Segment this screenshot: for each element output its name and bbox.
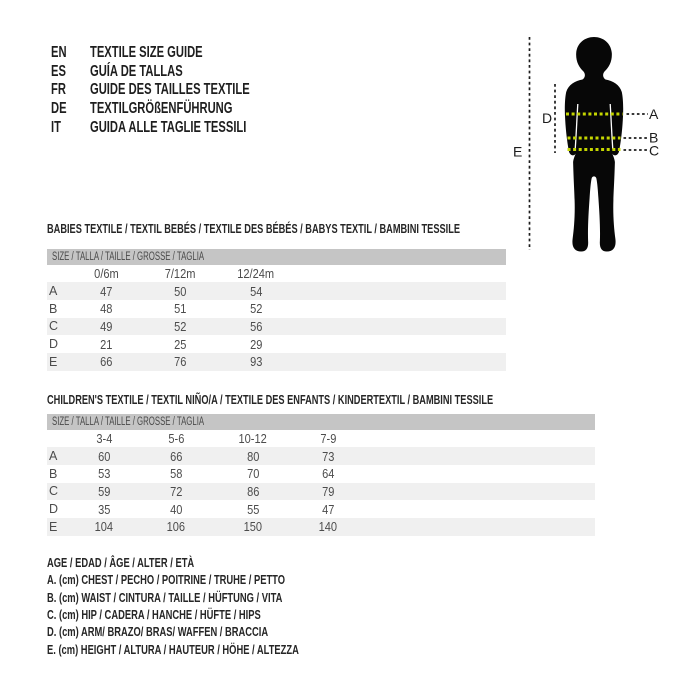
language-row-it bbox=[51, 118, 318, 137]
cell-value: 76 bbox=[174, 354, 187, 370]
table-cell bbox=[218, 354, 294, 369]
table-cell bbox=[143, 301, 218, 316]
table-row bbox=[47, 518, 595, 536]
table-cell bbox=[293, 519, 363, 534]
cell-value: 104 bbox=[94, 519, 114, 535]
language-label-text: GUÍA DE TALLAS bbox=[90, 62, 183, 80]
cell-value: 80 bbox=[246, 448, 260, 464]
legend-text: E. (cm) HEIGHT / ALTURA / HAUTEUR / HÖHE / ALTEZZA bbox=[47, 641, 299, 657]
table-cell bbox=[293, 484, 363, 499]
column-header-text: 7-9 bbox=[320, 430, 336, 446]
row-label: A bbox=[49, 449, 58, 464]
column-header bbox=[213, 431, 293, 446]
cell-value: 47 bbox=[99, 283, 113, 299]
table-cell bbox=[293, 449, 363, 464]
table-cell bbox=[143, 337, 218, 352]
language-label-text: TEXTILE SIZE GUIDE bbox=[90, 44, 203, 62]
cell-value: 70 bbox=[246, 466, 260, 482]
column-header bbox=[69, 431, 139, 446]
table-cell bbox=[293, 502, 363, 517]
language-label bbox=[90, 44, 251, 62]
children-section-title bbox=[47, 392, 675, 407]
babies-size-table bbox=[47, 249, 506, 371]
cell-value: 60 bbox=[97, 448, 111, 464]
table-cell bbox=[139, 484, 213, 499]
language-code bbox=[51, 81, 90, 99]
table-cell bbox=[213, 484, 293, 499]
babies-column-header-row bbox=[47, 265, 506, 283]
cell-value: 73 bbox=[321, 448, 335, 464]
table-cell bbox=[218, 337, 294, 352]
row-label: D bbox=[49, 502, 59, 517]
cell-value: 55 bbox=[246, 501, 260, 517]
column-header bbox=[139, 431, 213, 446]
table-cell bbox=[139, 449, 213, 464]
table-cell bbox=[213, 519, 293, 534]
row-label: C bbox=[49, 484, 59, 499]
language-label bbox=[90, 81, 318, 99]
figure-label-b: B bbox=[649, 129, 659, 146]
children-size-header-text: SIZE / TALLA / TAILLE / GRÖSSE / TAGLIA bbox=[52, 415, 205, 428]
language-label bbox=[90, 100, 294, 118]
table-row bbox=[47, 500, 595, 518]
table-row bbox=[47, 465, 595, 483]
table-row bbox=[47, 353, 506, 371]
language-label bbox=[90, 63, 222, 81]
measurement-legend bbox=[47, 554, 397, 658]
table-row bbox=[47, 300, 506, 318]
children-size-header-bar bbox=[47, 414, 595, 430]
table-cell bbox=[69, 449, 139, 464]
cell-value: 64 bbox=[321, 466, 335, 482]
table-cell bbox=[213, 466, 293, 481]
language-label-text: GUIDE DES TAILLES TEXTILE bbox=[90, 81, 250, 99]
language-code-text: EN bbox=[51, 44, 67, 62]
cell-value: 72 bbox=[169, 483, 183, 499]
table-cell bbox=[143, 319, 218, 334]
figure-label-c: C bbox=[649, 142, 660, 159]
table-cell bbox=[69, 519, 139, 534]
cell-value: 79 bbox=[321, 483, 335, 499]
row-label: E bbox=[49, 354, 58, 369]
table-cell bbox=[213, 449, 293, 464]
cell-value: 48 bbox=[99, 301, 113, 317]
language-code bbox=[51, 44, 90, 62]
children-size-table bbox=[47, 414, 595, 536]
table-row bbox=[47, 318, 506, 336]
language-label bbox=[90, 119, 313, 137]
children-column-header-row bbox=[47, 430, 595, 448]
legend-text: B. (cm) WAIST / CINTURA / TAILLE / HÜFTUNG / VITA bbox=[47, 589, 283, 605]
language-code-text: IT bbox=[51, 118, 61, 136]
table-cell bbox=[293, 466, 363, 481]
table-cell bbox=[69, 466, 139, 481]
table-cell bbox=[218, 284, 294, 299]
language-row-es bbox=[51, 63, 318, 82]
table-row bbox=[47, 335, 506, 353]
column-header-text: 3-4 bbox=[96, 430, 112, 446]
table-cell bbox=[69, 301, 143, 316]
cell-value: 54 bbox=[249, 283, 263, 299]
cell-value: 59 bbox=[97, 483, 111, 499]
column-header-text: 0/6m bbox=[93, 265, 119, 281]
figure-label-d: D bbox=[542, 110, 553, 126]
babies-section-title-text: BABIES TEXTILE / TEXTIL BEBÉS / TEXTILE DES BÉBÉS / BABYS TEXTIL / BAMBINI TESSILE bbox=[47, 221, 461, 236]
table-cell bbox=[69, 484, 139, 499]
legend-line-waist bbox=[47, 589, 397, 606]
cell-value: 58 bbox=[169, 466, 183, 482]
column-header bbox=[143, 266, 218, 281]
legend-text: AGE / EDAD / ÂGE / ALTER / ETÀ bbox=[47, 555, 195, 571]
table-cell bbox=[143, 284, 218, 299]
table-cell bbox=[139, 502, 213, 517]
babies-size-header-text: SIZE / TALLA / TAILLE / GRÖSSE / TAGLIA bbox=[52, 250, 205, 263]
row-label: C bbox=[49, 319, 59, 334]
cell-value: 50 bbox=[174, 283, 187, 299]
table-cell bbox=[69, 284, 143, 299]
cell-value: 51 bbox=[174, 301, 187, 317]
cell-value: 40 bbox=[169, 501, 183, 517]
language-code bbox=[51, 119, 90, 137]
column-header-text: 10-12 bbox=[238, 430, 268, 446]
cell-value: 21 bbox=[99, 336, 113, 352]
table-cell bbox=[213, 502, 293, 517]
legend-line-height bbox=[47, 640, 397, 657]
row-label: B bbox=[49, 301, 58, 316]
language-label-text: TEXTILGRÖßENFÜHRUNG bbox=[90, 100, 233, 118]
table-cell bbox=[69, 354, 143, 369]
language-code-text: DE bbox=[51, 100, 67, 118]
babies-size-header-bar bbox=[47, 249, 506, 265]
cell-value: 93 bbox=[249, 354, 263, 370]
table-cell bbox=[143, 354, 218, 369]
column-header-text: 7/12m bbox=[165, 265, 196, 281]
column-header bbox=[218, 266, 294, 281]
row-label: E bbox=[49, 519, 58, 534]
column-header-text: 12/24m bbox=[237, 265, 275, 281]
legend-line-chest bbox=[47, 571, 397, 588]
cell-value: 47 bbox=[321, 501, 335, 517]
legend-text: D. (cm) ARM/ BRAZO/ BRAS/ WAFFEN / BRACCIA bbox=[47, 624, 269, 640]
cell-value: 66 bbox=[169, 448, 183, 464]
language-row-en bbox=[51, 44, 318, 63]
language-code bbox=[51, 63, 90, 81]
language-list bbox=[51, 44, 318, 137]
figure-label-a: A bbox=[649, 105, 659, 122]
cell-value: 140 bbox=[318, 519, 338, 535]
legend-text: C. (cm) HIP / CADERA / HANCHE / HÜFTE / HIPS bbox=[47, 607, 261, 623]
cell-value: 52 bbox=[174, 318, 187, 334]
table-row bbox=[47, 282, 506, 300]
cell-value: 29 bbox=[249, 336, 263, 352]
babies-section-title bbox=[47, 221, 629, 236]
legend-line-hip bbox=[47, 606, 397, 623]
language-row-fr bbox=[51, 81, 318, 100]
column-header bbox=[69, 266, 143, 281]
column-header-text: 5-6 bbox=[168, 430, 184, 446]
row-label: A bbox=[49, 284, 58, 299]
language-code-text: ES bbox=[51, 62, 66, 80]
table-cell bbox=[139, 519, 213, 534]
language-label-text: GUIDA ALLE TAGLIE TESSILI bbox=[90, 118, 247, 136]
table-cell bbox=[69, 337, 143, 352]
legend-line-age bbox=[47, 554, 397, 571]
child-silhouette-icon bbox=[565, 37, 623, 252]
language-code-text: FR bbox=[51, 81, 66, 99]
language-row-de bbox=[51, 100, 318, 119]
row-label: B bbox=[49, 466, 58, 481]
cell-value: 66 bbox=[99, 354, 113, 370]
table-cell bbox=[69, 502, 139, 517]
legend-text: A. (cm) CHEST / PECHO / POITRINE / TRUHE / PETTO bbox=[47, 572, 286, 588]
legend-line-arm bbox=[47, 623, 397, 640]
cell-value: 53 bbox=[97, 466, 111, 482]
cell-value: 56 bbox=[249, 318, 263, 334]
cell-value: 49 bbox=[99, 318, 113, 334]
cell-value: 86 bbox=[246, 483, 260, 499]
cell-value: 35 bbox=[97, 501, 111, 517]
table-row bbox=[47, 447, 595, 465]
cell-value: 25 bbox=[174, 336, 187, 352]
column-header bbox=[293, 431, 363, 446]
figure-label-e: E bbox=[513, 143, 523, 160]
children-section-title-text: CHILDREN'S TEXTILE / TEXTIL NIÑO/A / TEXTILE DES ENFANTS / KINDERTEXTIL / BAMBINI TESSILE bbox=[47, 392, 494, 407]
cell-value: 150 bbox=[243, 519, 263, 535]
row-label: D bbox=[49, 337, 59, 352]
table-cell bbox=[69, 319, 143, 334]
table-row bbox=[47, 483, 595, 501]
table-cell bbox=[218, 319, 294, 334]
language-code bbox=[51, 100, 90, 118]
cell-value: 52 bbox=[249, 301, 263, 317]
table-cell bbox=[139, 466, 213, 481]
table-cell bbox=[218, 301, 294, 316]
cell-value: 106 bbox=[166, 519, 186, 535]
